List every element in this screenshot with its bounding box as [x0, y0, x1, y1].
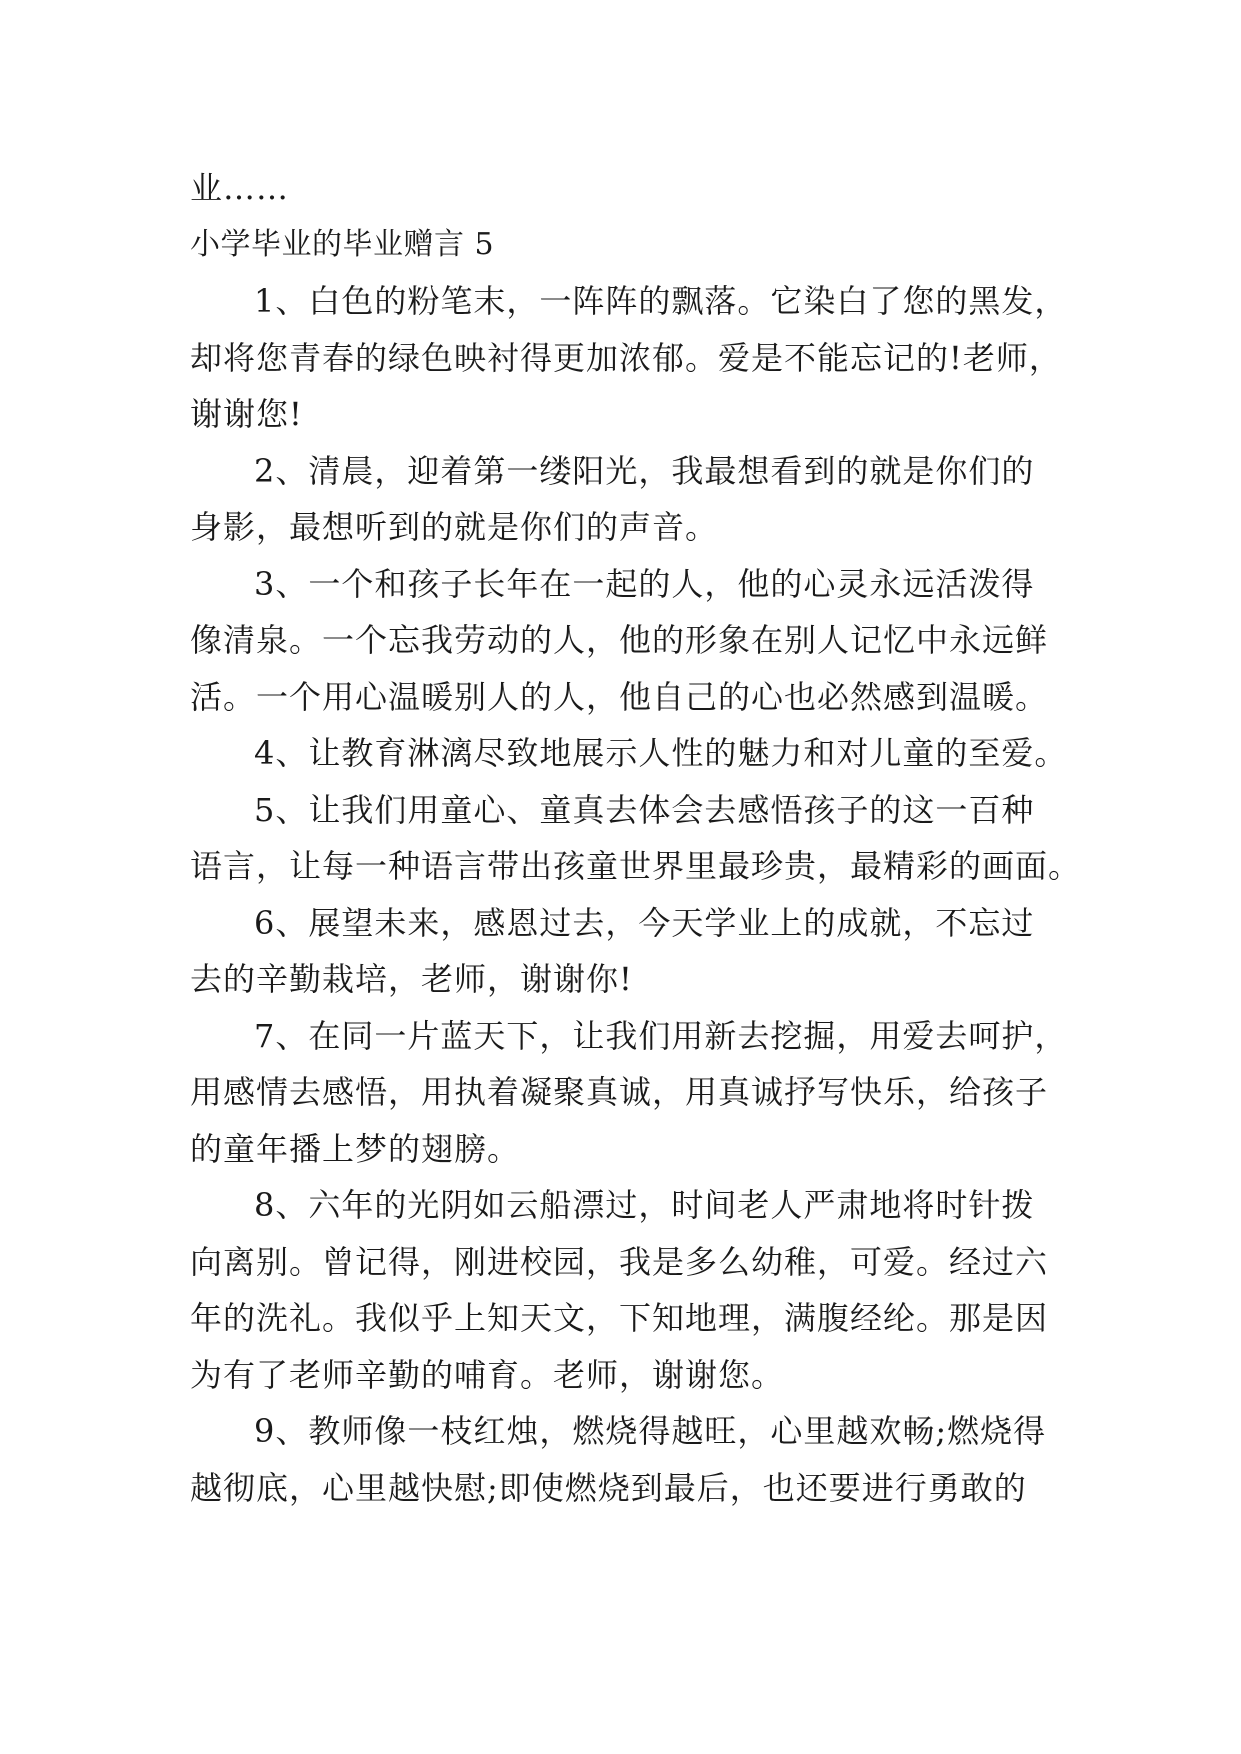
- paragraph-8-line-2: 向离别。曾记得，刚进校园，我是多么幼稚，可爱。经过六: [190, 1242, 1049, 1281]
- paragraph-7-line-3: 的童年播上梦的翅膀。: [190, 1129, 521, 1168]
- paragraph-3-line-3: 活。一个用心温暖别人的人，他自己的心也必然感到温暖。: [190, 677, 1049, 716]
- paragraph-9-line-2: 越彻底，心里越快慰;即使燃烧到最后，也还要进行勇敢的: [190, 1468, 1027, 1507]
- paragraph-1-line-3: 谢谢您!: [190, 395, 303, 433]
- paragraph-5-line-2: 语言，让每一种语言带出孩童世界里最珍贵，最精彩的画面。: [190, 847, 1082, 885]
- paragraph-3-line-1: 3、一个和孩子长年在一起的人，他的心灵永远活泼得: [254, 564, 1035, 603]
- paragraph-6-line-2: 去的辛勤栽培，老师，谢谢你!: [190, 960, 633, 998]
- paragraph-7-line-1: 7、在同一片蓝天下，让我们用新去挖掘，用爱去呵护，: [254, 1016, 1068, 1055]
- paragraph-2-line-2: 身影，最想听到的就是你们的声音。: [190, 508, 719, 546]
- paragraph-8-line-3: 年的洗礼。我似乎上知天文，下知地理，满腹经纶。那是因: [190, 1299, 1049, 1337]
- paragraph-5-line-1: 5、让我们用童心、童真去体会去感悟孩子的这一百种: [254, 790, 1035, 829]
- paragraph-6-line-1: 6、展望未来，感恩过去，今天学业上的成就，不忘过: [254, 903, 1035, 942]
- paragraph-8-line-1: 8、六年的光阴如云船漂过，时间老人严肃地将时针拨: [254, 1186, 1035, 1224]
- paragraph-4-line-1: 4、让教育淋漓尽致地展示人性的魅力和对儿童的至爱。: [254, 734, 1068, 772]
- paragraph-1-line-1: 1、白色的粉笔末，一阵阵的飘落。它染白了您的黑发，: [254, 282, 1068, 320]
- section-heading: 小学毕业的毕业赠言 5: [190, 226, 495, 262]
- paragraph-8-line-4: 为有了老师辛勤的哺育。老师，谢谢您。: [190, 1355, 785, 1394]
- text-line: 业……: [190, 169, 290, 207]
- paragraph-9-line-1: 9、教师像一枝红烛，燃烧得越旺，心里越欢畅;燃烧得: [254, 1412, 1047, 1450]
- paragraph-1-line-2: 却将您青春的绿色映衬得更加浓郁。爱是不能忘记的!老师，: [190, 338, 1062, 377]
- paragraph-3-line-2: 像清泉。一个忘我劳动的人，他的形象在别人记忆中永远鲜: [190, 621, 1049, 659]
- paragraph-2-line-1: 2、清晨，迎着第一缕阳光，我最想看到的就是你们的: [254, 451, 1035, 490]
- document-page: [190, 160, 1082, 1516]
- paragraph-7-line-2: 用感情去感悟，用执着凝聚真诚，用真诚抒写快乐，给孩子: [190, 1073, 1049, 1111]
